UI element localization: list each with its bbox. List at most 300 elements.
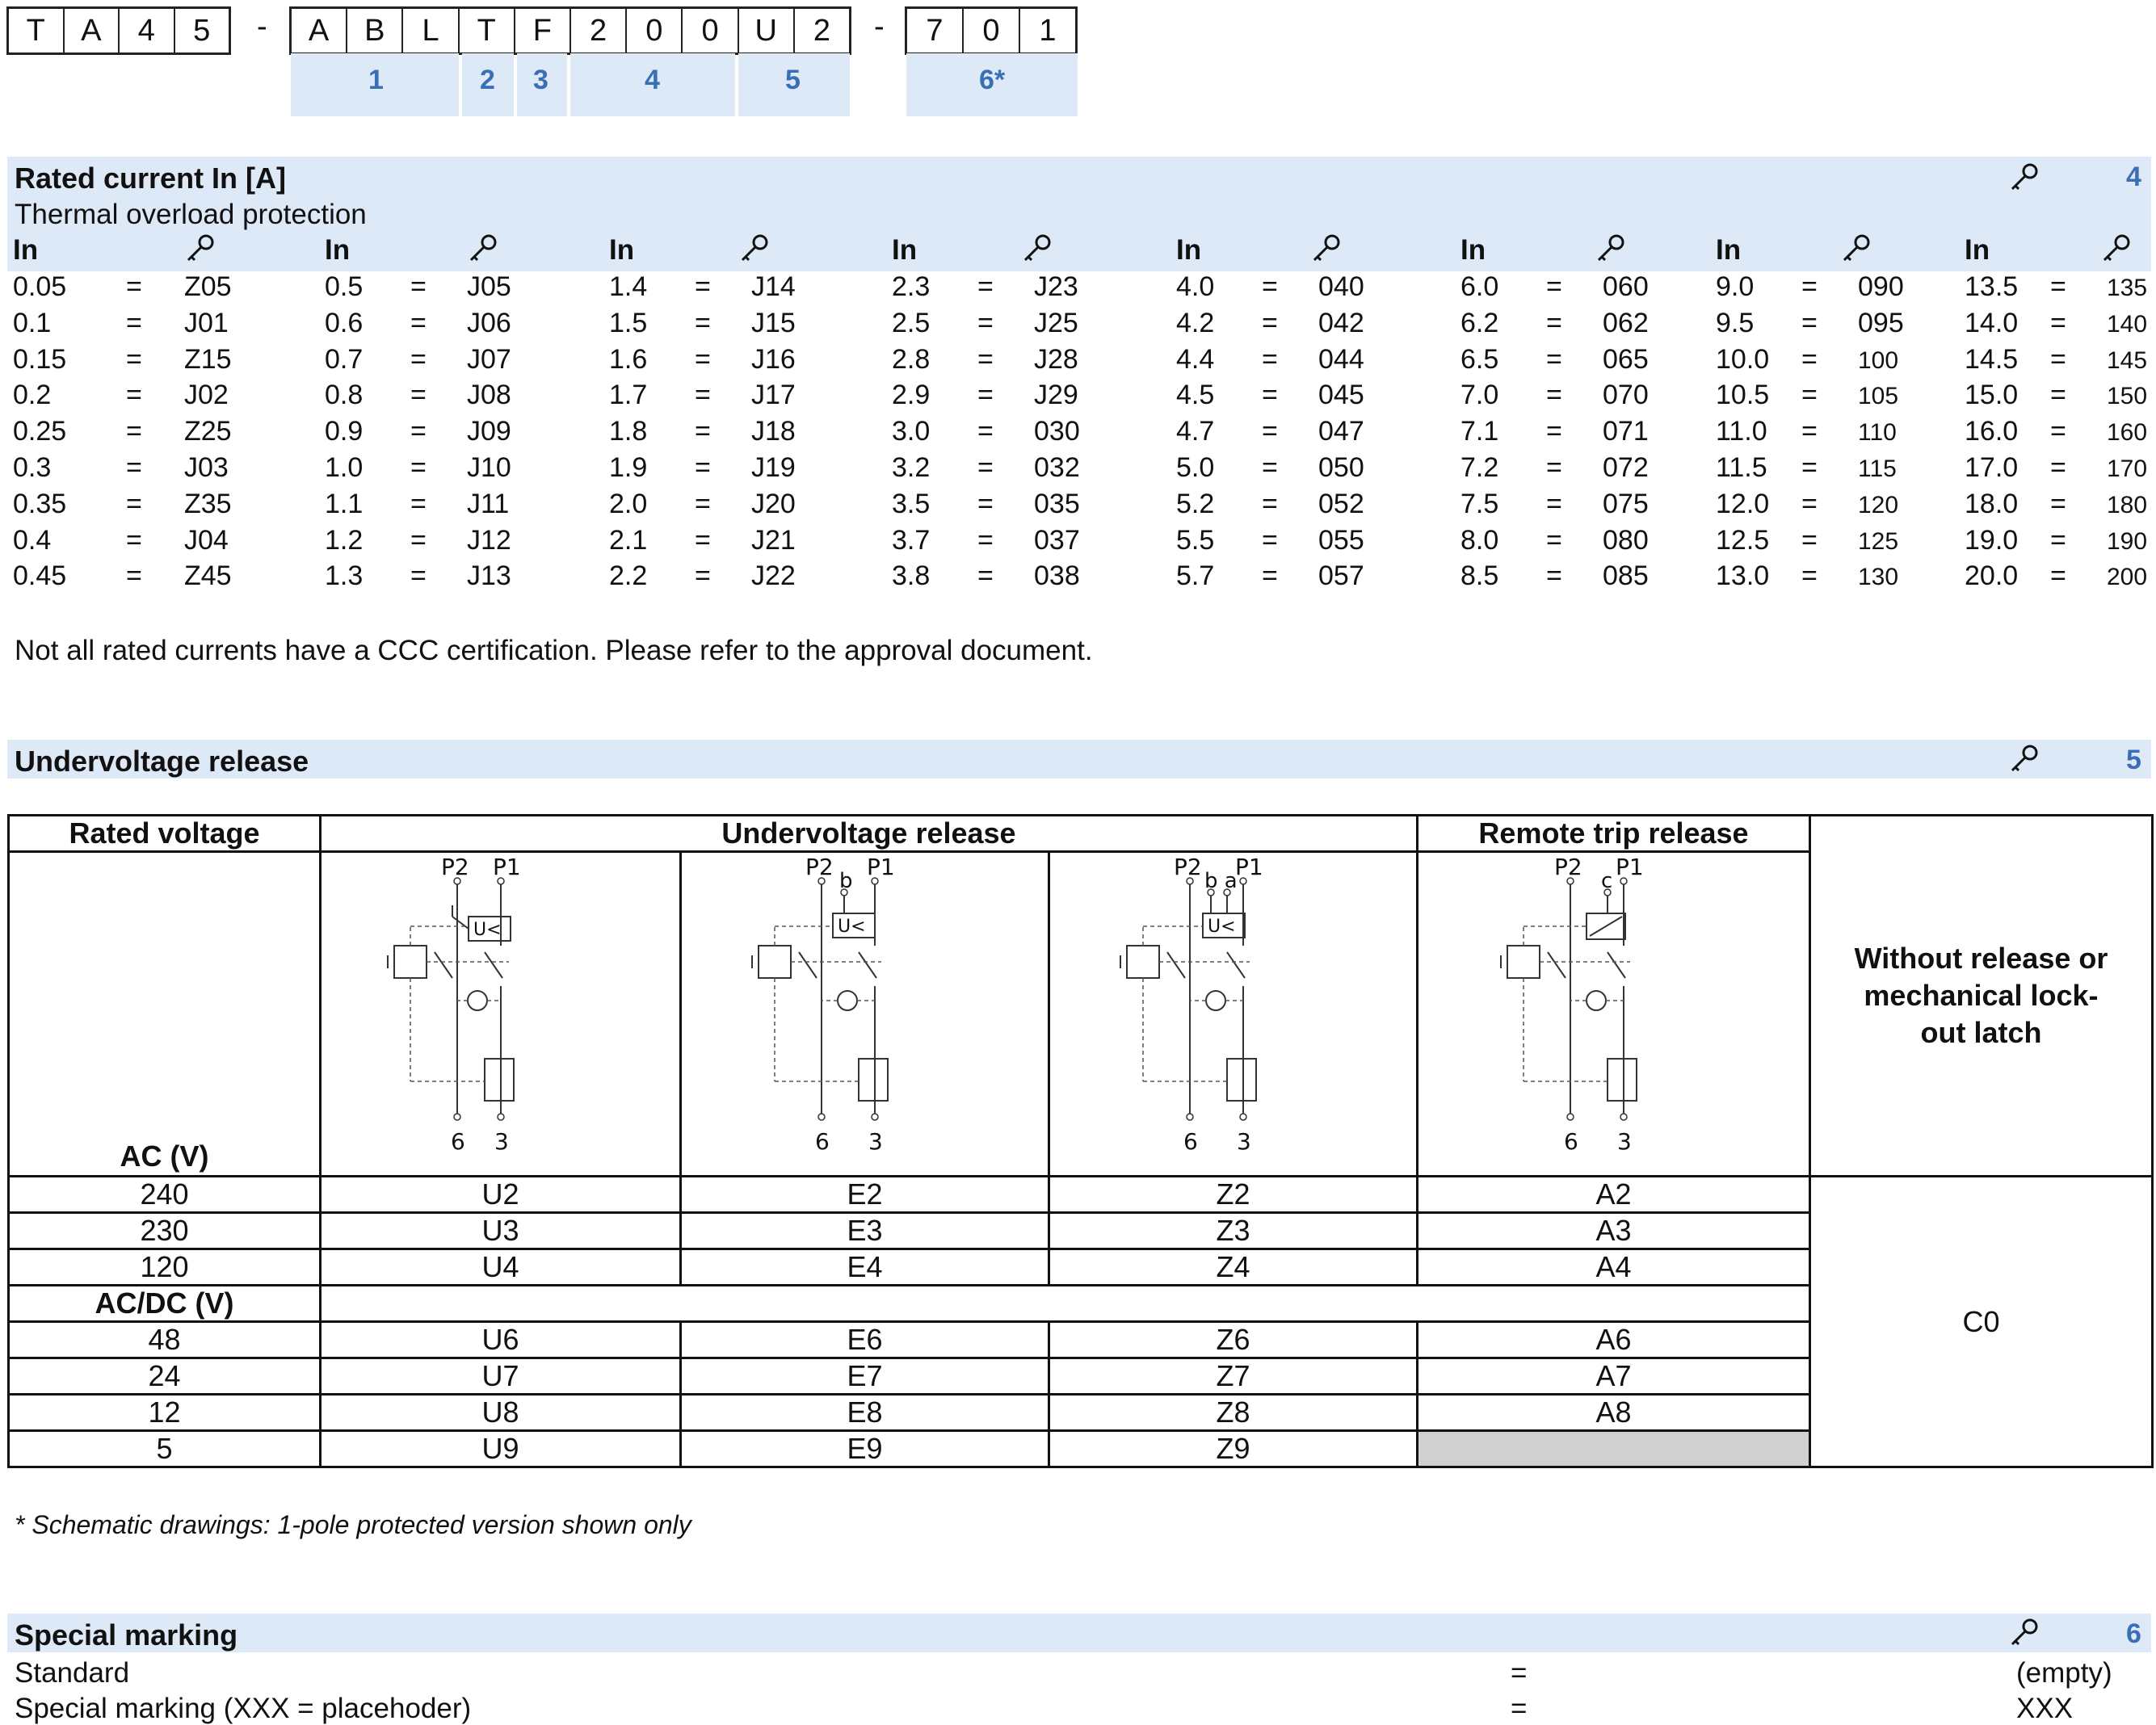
current-value: 2.8 — [892, 343, 931, 375]
code-cell: E9 — [681, 1431, 1049, 1467]
current-value: 0.1 — [13, 307, 52, 338]
current-value: 17.0 — [1965, 452, 2019, 483]
equals-sign: = — [1262, 343, 1278, 375]
current-code: 090 — [1858, 271, 1904, 302]
current-value: 13.5 — [1965, 271, 2019, 302]
equals-sign: = — [126, 343, 142, 375]
current-code: J05 — [467, 271, 511, 302]
current-code: 047 — [1318, 416, 1364, 447]
diagram-label-p2: P2 — [1553, 857, 1582, 880]
current-value: 5.7 — [1176, 560, 1215, 592]
schematic-u — [321, 852, 681, 1177]
code-cell: Z3 — [1049, 1213, 1418, 1249]
diagram-label-6: 6 — [1563, 1128, 1578, 1155]
section-position-number: 5 — [2126, 745, 2141, 775]
code-cell: Z9 — [1049, 1431, 1418, 1467]
voltage-cell: 48 — [9, 1322, 321, 1358]
current-code: 052 — [1318, 488, 1364, 519]
current-value: 0.45 — [13, 560, 67, 592]
current-value: 7.1 — [1460, 416, 1499, 447]
current-value: 20.0 — [1965, 560, 2019, 592]
equals-sign: = — [2050, 416, 2066, 447]
current-code: J03 — [184, 452, 229, 483]
code-cell: E3 — [681, 1213, 1049, 1249]
diagram-label-3: 3 — [868, 1128, 883, 1155]
type-code-char: 0 — [627, 9, 683, 52]
code-cell: Z7 — [1049, 1358, 1418, 1395]
equals-sign: = — [695, 524, 711, 556]
current-code: J12 — [467, 524, 511, 556]
position-label: 4 — [645, 65, 660, 95]
current-value: 10.0 — [1716, 343, 1770, 375]
current-value: 0.4 — [13, 524, 52, 556]
current-value: 0.15 — [13, 343, 67, 375]
current-value: 5.5 — [1176, 524, 1215, 556]
equals-sign: = — [2050, 524, 2066, 556]
without-release-code: C0 — [1810, 1177, 2153, 1467]
type-code-group-1 — [6, 6, 231, 55]
wrench-icon — [1595, 233, 1627, 265]
current-code: J02 — [184, 380, 229, 411]
type-code-char: 2 — [813, 13, 830, 48]
current-value: 12.5 — [1716, 524, 1770, 556]
equals-sign: = — [1262, 416, 1278, 447]
equals-sign: = — [410, 271, 427, 302]
current-code: J07 — [467, 343, 511, 375]
code-cell: U9 — [321, 1431, 681, 1467]
diagram-label-3: 3 — [1236, 1128, 1251, 1155]
equals-sign: = — [1546, 271, 1562, 302]
current-value: 1.2 — [325, 524, 364, 556]
column-header-in: In — [609, 234, 635, 266]
current-code: J17 — [751, 380, 796, 411]
diagram-label-c: c — [1600, 869, 1612, 893]
schematic-diagram — [1493, 857, 1735, 1164]
code-cell: Z6 — [1049, 1322, 1418, 1358]
equals-sign: = — [126, 524, 142, 556]
type-code-separator: - — [874, 10, 885, 44]
current-value: 8.0 — [1460, 524, 1499, 556]
header-without-release: Without release or mechanical lock-out latch — [1810, 816, 2153, 1177]
wrench-icon — [1021, 233, 1053, 265]
equals-sign: = — [410, 488, 427, 519]
current-value: 4.5 — [1176, 380, 1215, 411]
schematic-e — [681, 852, 1049, 1177]
current-value: 14.5 — [1965, 343, 2019, 375]
diagram-label-p2: P2 — [440, 857, 469, 880]
equals-sign: = — [2050, 452, 2066, 483]
equals-sign: = — [410, 343, 427, 375]
current-code: J23 — [1034, 271, 1078, 302]
diagram-label-6: 6 — [1183, 1128, 1198, 1155]
current-value: 11.5 — [1716, 452, 1767, 483]
current-code: J11 — [467, 488, 510, 519]
current-value: 3.2 — [892, 452, 931, 483]
special-row-value: (empty) — [2016, 1657, 2112, 1689]
equals-sign: = — [2050, 560, 2066, 592]
type-code-char: T — [460, 9, 515, 52]
equals-sign: = — [977, 452, 994, 483]
current-value: 8.5 — [1460, 560, 1499, 592]
header-acdc-v: AC/DC (V) — [9, 1286, 321, 1322]
current-value: 4.0 — [1176, 271, 1215, 302]
current-code: J06 — [467, 307, 511, 338]
equals-sign: = — [1801, 452, 1818, 483]
current-code: J20 — [751, 488, 796, 519]
equals-sign: = — [977, 416, 994, 447]
equals-sign: = — [126, 560, 142, 592]
type-code-char: 1 — [1039, 13, 1057, 48]
current-code: 125 — [1858, 527, 1899, 555]
current-value: 0.2 — [13, 380, 52, 411]
undervoltage-title: Undervoltage release — [15, 745, 309, 778]
column-header-in: In — [325, 234, 351, 266]
equals-sign: = — [1546, 416, 1562, 447]
position-label: 1 — [368, 65, 384, 95]
current-code: Z35 — [184, 488, 232, 519]
current-value: 14.0 — [1965, 307, 2019, 338]
type-code-char: 0 — [683, 9, 738, 52]
section-position-number: 4 — [2126, 162, 2141, 192]
current-code: 180 — [2107, 491, 2148, 518]
equals-sign: = — [1801, 488, 1818, 519]
diagram-label-p1: P1 — [492, 857, 521, 880]
diagram-label-p1: P1 — [1615, 857, 1644, 880]
schematic-footnote: * Schematic drawings: 1-pole protected version shown only — [15, 1510, 691, 1539]
current-value: 16.0 — [1965, 416, 2019, 447]
current-value: 3.7 — [892, 524, 931, 556]
current-value: 0.8 — [325, 380, 364, 411]
current-value: 0.5 — [325, 271, 364, 302]
current-code: J09 — [467, 416, 511, 447]
current-code: J08 — [467, 380, 511, 411]
equals-sign: = — [695, 380, 711, 411]
current-code: 190 — [2107, 527, 2148, 555]
current-value: 13.0 — [1716, 560, 1770, 592]
current-value: 2.3 — [892, 271, 931, 302]
current-code: 170 — [2107, 455, 2148, 482]
column-header-in: In — [13, 234, 39, 266]
current-value: 2.5 — [892, 307, 931, 338]
voltage-cell: 230 — [9, 1213, 321, 1249]
wrench-icon — [1840, 233, 1872, 265]
equals-sign: = — [1546, 488, 1562, 519]
current-value: 3.0 — [892, 416, 931, 447]
diagram-label-6: 6 — [450, 1128, 465, 1155]
current-code: 062 — [1603, 307, 1649, 338]
current-code: 135 — [2107, 275, 2148, 301]
current-code: 080 — [1603, 524, 1649, 556]
type-code-group-3 — [905, 6, 1078, 55]
wrench-icon — [2100, 233, 2133, 265]
current-code: J18 — [751, 416, 796, 447]
current-value: 4.7 — [1176, 416, 1215, 447]
equals-sign: = — [126, 307, 142, 338]
equals-sign: = — [1546, 524, 1562, 556]
special-row-value: XXX — [2016, 1693, 2074, 1724]
special-row-label: Special marking (XXX = placehoder) — [15, 1693, 472, 1724]
current-code: 065 — [1603, 343, 1649, 375]
current-value: 6.2 — [1460, 307, 1499, 338]
equals-sign: = — [410, 416, 427, 447]
equals-sign: = — [1262, 560, 1278, 592]
code-cell: E4 — [681, 1249, 1049, 1286]
equals-sign: = — [977, 380, 994, 411]
current-value: 6.0 — [1460, 271, 1499, 302]
equals-sign: = — [1262, 271, 1278, 302]
equals-sign: = — [1262, 488, 1278, 519]
special-row-label: Standard — [15, 1657, 130, 1689]
current-code: 110 — [1858, 419, 1897, 447]
current-value: 18.0 — [1965, 488, 2019, 519]
equals-sign: = — [695, 452, 711, 483]
type-code-char: 0 — [964, 9, 1020, 52]
current-value: 5.2 — [1176, 488, 1215, 519]
special-row-eq: = — [1511, 1693, 1528, 1724]
code-cell: A8 — [1418, 1395, 1810, 1431]
current-code: J21 — [751, 524, 796, 556]
current-code: Z25 — [184, 416, 232, 447]
current-code: J04 — [184, 524, 229, 556]
current-code: J25 — [1034, 307, 1078, 338]
undervoltage-table — [7, 814, 2154, 1468]
wrench-icon — [1310, 233, 1343, 265]
current-code: 037 — [1034, 524, 1080, 556]
diagram-label-ba: b a — [1204, 869, 1238, 893]
current-value: 1.3 — [325, 560, 364, 592]
voltage-cell: 24 — [9, 1358, 321, 1395]
current-value: 0.25 — [13, 416, 67, 447]
current-value: 1.7 — [609, 380, 648, 411]
current-code: J22 — [751, 560, 796, 592]
type-code-char: T — [9, 9, 65, 52]
equals-sign: = — [695, 307, 711, 338]
diagram-label-u: U< — [837, 917, 866, 937]
code-cell: A4 — [1418, 1249, 1810, 1286]
equals-sign: = — [1801, 560, 1818, 592]
code-cell: U4 — [321, 1249, 681, 1286]
equals-sign: = — [2050, 271, 2066, 302]
code-cell: U6 — [321, 1322, 681, 1358]
column-header-in: In — [1965, 234, 1990, 266]
equals-sign: = — [695, 343, 711, 375]
voltage-cell: 5 — [9, 1431, 321, 1467]
current-code: Z45 — [184, 560, 232, 592]
special-marking-band — [7, 1614, 2151, 1652]
equals-sign: = — [2050, 307, 2066, 338]
equals-sign: = — [1546, 380, 1562, 411]
equals-sign: = — [1546, 452, 1562, 483]
equals-sign: = — [695, 560, 711, 592]
code-cell: U7 — [321, 1358, 681, 1395]
current-code: 030 — [1034, 416, 1080, 447]
diagram-label-p1: P1 — [866, 857, 895, 880]
diagram-label-3: 3 — [1616, 1128, 1632, 1155]
code-cell: Z8 — [1049, 1395, 1418, 1431]
current-code: 085 — [1603, 560, 1649, 592]
equals-sign: = — [1546, 307, 1562, 338]
code-cell: U2 — [321, 1177, 681, 1213]
current-code: 115 — [1858, 455, 1897, 482]
equals-sign: = — [977, 271, 994, 302]
current-code: 095 — [1858, 307, 1904, 338]
diagram-label-p1: P1 — [1234, 857, 1263, 880]
current-code: J19 — [751, 452, 796, 483]
equals-sign: = — [1801, 416, 1818, 447]
type-code-char: 5 — [193, 13, 211, 48]
current-value: 2.9 — [892, 380, 931, 411]
rated-current-subtitle: Thermal overload protection — [15, 199, 367, 230]
equals-sign: = — [410, 524, 427, 556]
current-value: 0.3 — [13, 452, 52, 483]
current-code: 038 — [1034, 560, 1080, 592]
current-code: J13 — [467, 560, 511, 592]
current-code: 070 — [1603, 380, 1649, 411]
current-code: 072 — [1603, 452, 1649, 483]
current-value: 5.0 — [1176, 452, 1215, 483]
current-value: 1.1 — [325, 488, 364, 519]
equals-sign: = — [2050, 380, 2066, 411]
voltage-cell: 12 — [9, 1395, 321, 1431]
special-row-eq: = — [1511, 1657, 1528, 1689]
current-value: 9.0 — [1716, 271, 1755, 302]
current-code: Z05 — [184, 271, 232, 302]
code-cell: A6 — [1418, 1322, 1810, 1358]
position-label: 6* — [979, 65, 1006, 95]
code-cell: E8 — [681, 1395, 1049, 1431]
equals-sign: = — [695, 416, 711, 447]
current-code: 042 — [1318, 307, 1364, 338]
equals-sign: = — [977, 307, 994, 338]
equals-sign: = — [1262, 380, 1278, 411]
schematic-diagram — [744, 857, 986, 1164]
current-code: J14 — [751, 271, 796, 302]
wrench-icon — [2008, 162, 2040, 194]
equals-sign: = — [1801, 524, 1818, 556]
equals-sign: = — [977, 488, 994, 519]
wrench-icon — [184, 233, 216, 265]
equals-sign: = — [977, 560, 994, 592]
current-value: 1.4 — [609, 271, 648, 302]
equals-sign: = — [126, 416, 142, 447]
current-value: 15.0 — [1965, 380, 2019, 411]
type-code-group-2 — [289, 6, 851, 55]
current-code: 075 — [1603, 488, 1649, 519]
current-code: 140 — [2107, 310, 2148, 338]
current-code: 045 — [1318, 380, 1364, 411]
current-code: 044 — [1318, 343, 1364, 375]
table-row — [9, 1177, 2153, 1213]
schematic-diagram — [1112, 857, 1355, 1164]
type-code-char: 2 — [571, 9, 627, 52]
equals-sign: = — [410, 307, 427, 338]
type-code-char: B — [347, 9, 403, 52]
current-value: 0.9 — [325, 416, 364, 447]
wrench-icon — [738, 233, 771, 265]
schematic-z — [1049, 852, 1418, 1177]
equals-sign: = — [126, 380, 142, 411]
current-code: 130 — [1858, 564, 1899, 591]
current-code: 150 — [2107, 383, 2148, 410]
current-value: 0.7 — [325, 343, 364, 375]
rated-current-note: Not all rated currents have a CCC certification. Please refer to the approval document. — [15, 635, 1093, 666]
current-code: 040 — [1318, 271, 1364, 302]
section-position-number: 6 — [2126, 1618, 2141, 1649]
current-value: 3.5 — [892, 488, 931, 519]
code-cell: E6 — [681, 1322, 1049, 1358]
header-ac-v: AC (V) — [9, 852, 321, 1177]
equals-sign: = — [1801, 343, 1818, 375]
current-code: 105 — [1858, 383, 1899, 410]
schematic-diagram — [380, 857, 622, 1164]
code-cell: Z2 — [1049, 1177, 1418, 1213]
current-value: 7.0 — [1460, 380, 1499, 411]
code-cell: A3 — [1418, 1213, 1810, 1249]
wrench-icon — [467, 233, 499, 265]
equals-sign: = — [126, 452, 142, 483]
rated-current-title: Rated current In [A] — [15, 162, 287, 195]
current-value: 3.8 — [892, 560, 931, 592]
position-label: 2 — [480, 65, 495, 95]
special-marking-title: Special marking — [15, 1618, 238, 1652]
equals-sign: = — [695, 271, 711, 302]
header-rated-voltage: Rated voltage — [9, 816, 321, 852]
type-code-char: 4 — [120, 9, 175, 52]
equals-sign: = — [126, 488, 142, 519]
voltage-cell: 120 — [9, 1249, 321, 1286]
current-code: J29 — [1034, 380, 1078, 411]
current-value: 1.5 — [609, 307, 648, 338]
equals-sign: = — [695, 488, 711, 519]
current-code: 200 — [2107, 564, 2148, 591]
unavailable-cell — [1418, 1431, 1810, 1467]
diagram-label-b: b — [838, 869, 853, 893]
undervoltage-band — [7, 740, 2151, 779]
diagram-label-6: 6 — [814, 1128, 830, 1155]
code-cell: A7 — [1418, 1358, 1810, 1395]
type-code-char: L — [403, 9, 459, 52]
current-value: 2.1 — [609, 524, 648, 556]
column-header-in: In — [1176, 234, 1202, 266]
code-cell: U3 — [321, 1213, 681, 1249]
equals-sign: = — [410, 452, 427, 483]
position-label: 3 — [533, 65, 548, 95]
current-code: 100 — [1858, 346, 1899, 374]
current-value: 0.05 — [13, 271, 67, 302]
diagram-label-u: U< — [1207, 917, 1236, 937]
current-code: 032 — [1034, 452, 1080, 483]
current-value: 2.0 — [609, 488, 648, 519]
current-code: J16 — [751, 343, 796, 375]
type-code-char: 7 — [907, 9, 964, 52]
equals-sign: = — [1801, 271, 1818, 302]
code-cell: E2 — [681, 1177, 1049, 1213]
current-value: 7.5 — [1460, 488, 1499, 519]
current-value: 0.6 — [325, 307, 364, 338]
equals-sign: = — [410, 560, 427, 592]
type-code-char: A — [292, 9, 347, 52]
current-value: 4.2 — [1176, 307, 1215, 338]
current-value: 9.5 — [1716, 307, 1755, 338]
equals-sign: = — [2050, 488, 2066, 519]
column-header-in: In — [892, 234, 918, 266]
type-code-char: A — [65, 9, 120, 52]
current-code: 050 — [1318, 452, 1364, 483]
current-code: 071 — [1603, 416, 1649, 447]
current-value: 7.2 — [1460, 452, 1499, 483]
wrench-icon — [2008, 1617, 2040, 1649]
current-code: J28 — [1034, 343, 1078, 375]
